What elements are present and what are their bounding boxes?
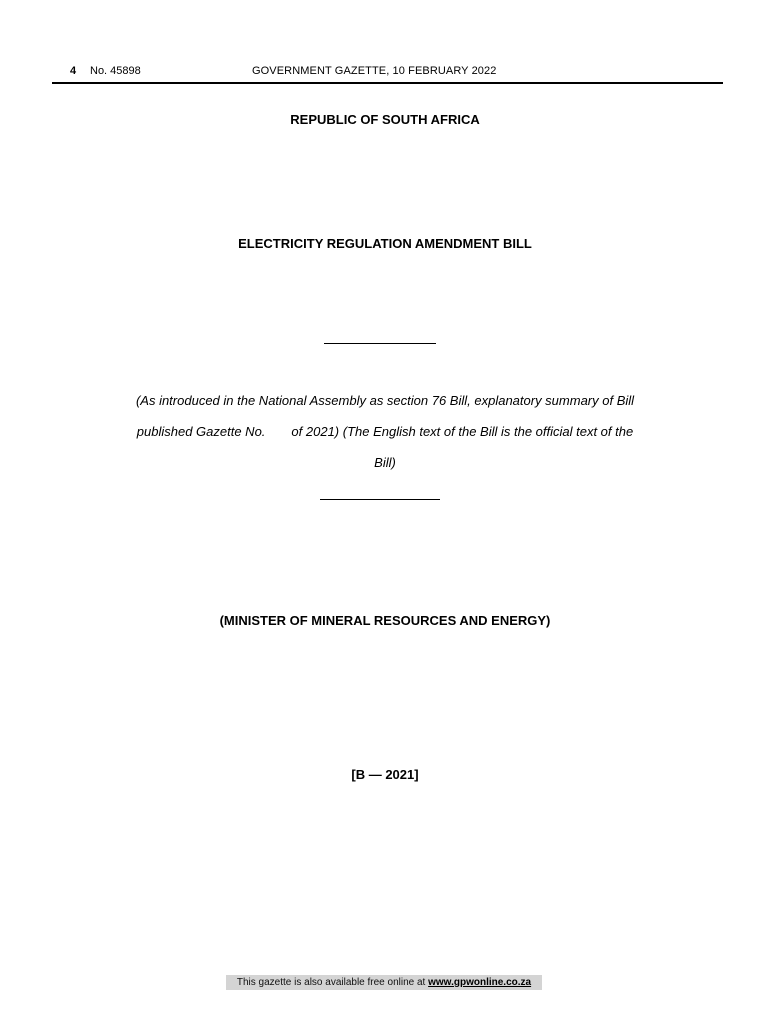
gazette-title: GOVERNMENT GAZETTE, 10 FEBRUARY 2022	[252, 65, 497, 77]
page-number: 4	[70, 65, 77, 77]
minister-line: (MINISTER OF MINERAL RESOURCES AND ENERGY)	[219, 613, 551, 628]
issue-number: No. 45898	[90, 65, 141, 77]
intro-line-2-part-b: of 2021) (The English text of the Bill is the official text of the	[291, 424, 634, 439]
separator-line-top	[324, 343, 436, 344]
intro-line-2-part-a: published Gazette No.	[136, 424, 266, 439]
page-header	[52, 65, 723, 83]
intro-line-3: Bill)	[374, 455, 396, 470]
bill-title: ELECTRICITY REGULATION AMENDMENT BILL	[238, 236, 532, 251]
republic-heading: REPUBLIC OF SOUTH AFRICA	[290, 112, 480, 127]
footer-text: This gazette is also available free online at	[236, 977, 426, 988]
intro-line-1: (As introduced in the National Assembly as section 76 Bill, explanatory summary of Bill	[135, 393, 635, 408]
separator-line-bottom	[320, 499, 440, 500]
header-divider	[52, 82, 723, 84]
footer-banner	[226, 975, 542, 990]
footer-link[interactable]: www.gpwonline.co.za	[428, 977, 532, 988]
bill-number: [B — 2021]	[351, 767, 419, 782]
intro-line-2	[0, 424, 770, 439]
